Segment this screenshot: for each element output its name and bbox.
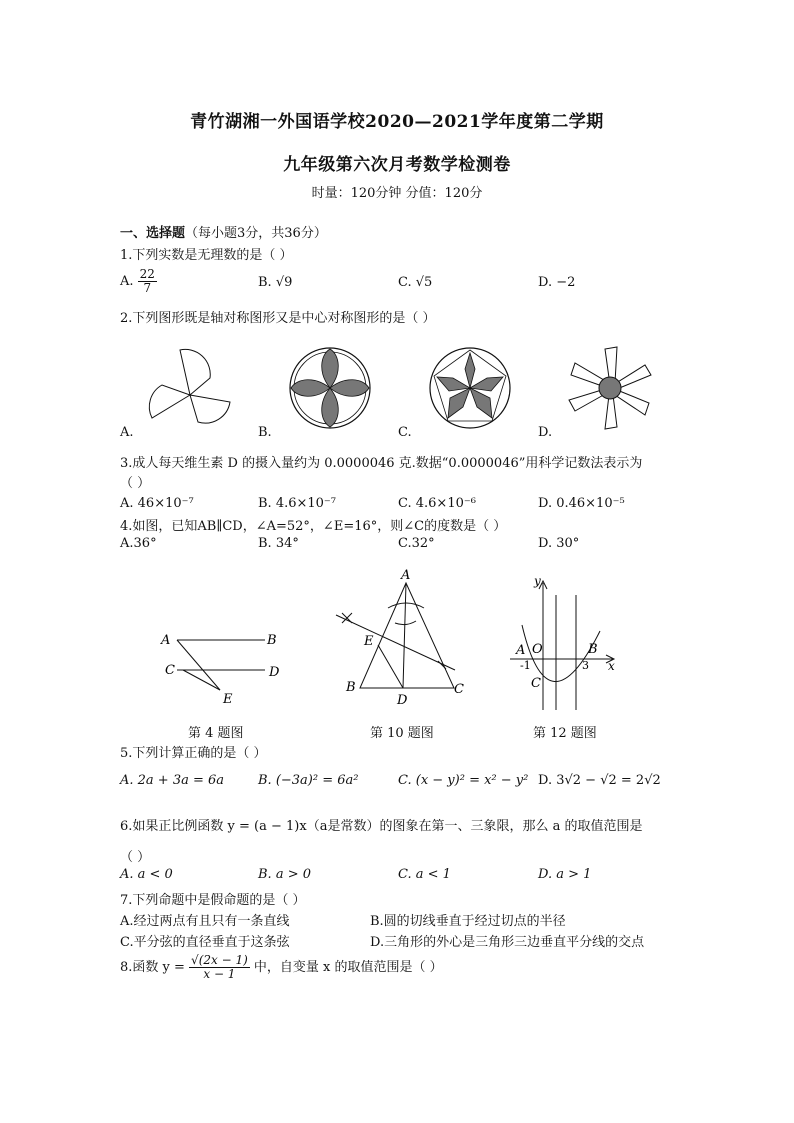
q3-option-b: B. 4.6×10⁻⁷ bbox=[258, 496, 336, 511]
fig4-label-c: C bbox=[165, 663, 175, 678]
q6-option-a: A. a < 0 bbox=[120, 867, 173, 882]
fig10-label-a: A bbox=[401, 568, 411, 583]
q5-option-a: A. 2a + 3a = 6a bbox=[120, 773, 225, 788]
fig10-label-b: B bbox=[346, 680, 356, 695]
fig12-label-y: y bbox=[534, 575, 541, 588]
q2-option-b: B. bbox=[258, 425, 272, 440]
q5-stem: 5.下列计算正确的是（ ） bbox=[120, 746, 267, 761]
fig12-label-b: B bbox=[588, 642, 598, 657]
q2-figure-b bbox=[285, 343, 375, 433]
q8-fraction bbox=[189, 954, 250, 981]
q2-option-c: C. bbox=[398, 425, 412, 440]
q6-option-b: B. a > 0 bbox=[258, 867, 311, 882]
q8-denominator: x − 1 bbox=[203, 967, 236, 981]
fig4-label-d: D bbox=[269, 665, 280, 680]
figure-12-caption: 第 12 题图 bbox=[533, 726, 597, 741]
q3-stem: 3.成人每天维生素 D 的摄入量约为 0.0000046 克.数据“0.0000046”用科学记数法表示为 bbox=[120, 456, 643, 471]
fig4-label-a: A bbox=[161, 633, 171, 648]
q1-option-c: C. √5 bbox=[398, 275, 433, 290]
q3-option-c: C. 4.6×10⁻⁶ bbox=[398, 496, 476, 511]
q7-option-c: C.平分弦的直径垂直于这条弦 bbox=[120, 935, 290, 950]
q1-option-a bbox=[120, 268, 157, 295]
fig12-label-3: 3 bbox=[582, 659, 589, 672]
q3-option-a: A. 46×10⁻⁷ bbox=[120, 496, 194, 511]
q7-stem: 7.下列命题中是假命题的是（ ） bbox=[120, 893, 306, 908]
figure-10 bbox=[330, 565, 465, 710]
q1-option-b: B. √9 bbox=[258, 275, 293, 290]
q2-figure-c bbox=[425, 343, 515, 433]
q1-option-d: D. −2 bbox=[538, 275, 576, 290]
figure-12 bbox=[508, 575, 623, 715]
q6-option-c: C. a < 1 bbox=[398, 867, 451, 882]
fig10-label-c: C bbox=[454, 682, 464, 697]
q8-stem-post: 中，自变量 x 的取值范围是（ ） bbox=[253, 960, 443, 975]
q1-stem: 1.下列实数是无理数的是（ ） bbox=[120, 248, 293, 263]
q3-option-d: D. 0.46×10⁻⁵ bbox=[538, 496, 625, 511]
q5-option-c: C. (x − y)² = x² − y² bbox=[398, 773, 529, 788]
q1-a-denominator: 7 bbox=[143, 281, 152, 295]
fig4-label-b: B bbox=[267, 633, 277, 648]
q2-option-d: D. bbox=[538, 425, 553, 440]
q3-paren: （ ） bbox=[120, 476, 151, 491]
fig10-label-e: E bbox=[364, 634, 374, 649]
figure-4-caption: 第 4 题图 bbox=[188, 726, 244, 741]
section-title: 一、选择题 bbox=[120, 226, 186, 241]
q7-option-b: B.圆的切线垂直于经过切点的半径 bbox=[370, 914, 566, 929]
q4-option-b: B. 34° bbox=[258, 536, 299, 551]
fig10-label-d: D bbox=[397, 693, 408, 708]
q4-option-c: C.32° bbox=[398, 536, 435, 551]
q4-stem: 4.如图，已知AB∥CD，∠A=52°，∠E=16°，则∠C的度数是（ ） bbox=[120, 519, 507, 534]
q1-a-label: A. bbox=[120, 274, 134, 289]
q8-stem bbox=[120, 954, 443, 981]
q8-stem-pre: 8.函数 y = bbox=[120, 960, 185, 975]
q1-a-numerator: 22 bbox=[139, 267, 155, 281]
fig12-label-o: O bbox=[532, 642, 543, 657]
q8-numerator: √(2x − 1) bbox=[191, 953, 248, 967]
exam-subtitle: 九年级第六次月考数学检测卷 bbox=[283, 155, 511, 175]
q6-stem: 6.如果正比例函数 y = (a − 1)x（a是常数）的图象在第一、三象限，那么 a 的取值范围是 bbox=[120, 819, 643, 834]
fig4-label-e: E bbox=[223, 692, 233, 707]
section-note: （每小题3分，共36分） bbox=[185, 226, 327, 241]
q7-option-a: A.经过两点有且只有一条直线 bbox=[120, 914, 290, 929]
q2-stem: 2.下列图形既是轴对称图形又是中心对称图形的是（ ） bbox=[120, 311, 436, 326]
fig12-label-minus1: -1 bbox=[520, 659, 531, 672]
exam-title: 青竹湖湘一外国语学校2020—2021学年度第二学期 bbox=[190, 112, 604, 132]
q7-option-d: D.三角形的外心是三角形三边垂直平分线的交点 bbox=[370, 935, 645, 950]
q4-option-d: D. 30° bbox=[538, 536, 580, 551]
q2-figure-d bbox=[565, 345, 655, 430]
exam-meta: 时量：120分钟 分值：120分 bbox=[311, 186, 483, 201]
figure-10-caption: 第 10 题图 bbox=[370, 726, 434, 741]
figure-4 bbox=[155, 625, 295, 710]
q6-option-d: D. a > 1 bbox=[538, 867, 592, 882]
fig12-label-a: A bbox=[516, 643, 526, 658]
fig12-label-x: x bbox=[608, 659, 615, 673]
q5-option-b: B. (−3a)² = 6a² bbox=[258, 773, 359, 788]
q2-option-a: A. bbox=[120, 425, 134, 440]
q4-option-a: A.36° bbox=[120, 536, 157, 551]
q1-a-fraction bbox=[138, 268, 157, 295]
q2-figure-a bbox=[140, 340, 240, 430]
section-heading bbox=[120, 222, 327, 241]
fig12-label-c: C bbox=[531, 676, 541, 691]
q5-option-d: D. 3√2 − √2 = 2√2 bbox=[538, 773, 661, 788]
q6-paren: （ ） bbox=[120, 850, 151, 865]
